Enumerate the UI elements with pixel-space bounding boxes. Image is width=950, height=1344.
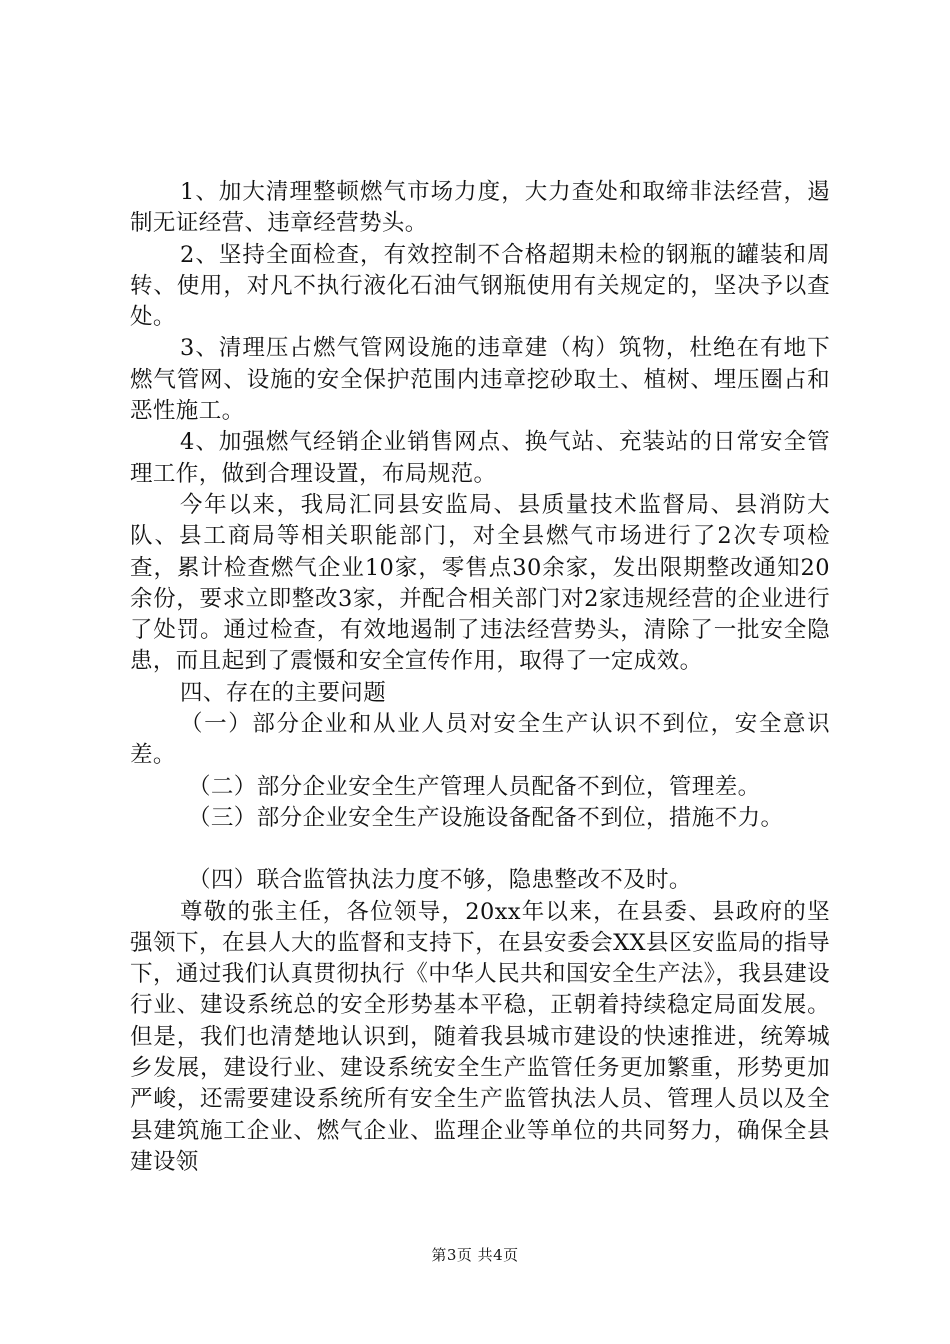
problem-item-3: （三）部分企业安全生产设施设备配备不到位，措施不力。 [188, 804, 784, 831]
section-heading-problems: 四、存在的主要问题 [180, 679, 387, 706]
problem-item-2: （二）部分企业安全生产管理人员配备不到位，管理差。 [188, 773, 761, 800]
paragraph-item-4: 4、加强燃气经销企业销售网点、换气站、充装站的日常安全管理工作，做到合理设置，布局规范。 [130, 429, 830, 487]
paragraph-item-3: 3、清理压占燃气管网设施的违章建（构）筑物，杜绝在有地下燃气管网、设施的安全保护范围内违章挖砂取土、植树、埋压圈占和恶性施工。 [130, 335, 830, 425]
problem-item-1: （一）部分企业和从业人员对安全生产认识不到位，安全意识差。 [130, 711, 830, 769]
problem-item-4: （四）联合监管执法力度不够，隐患整改不及时。 [188, 867, 692, 894]
document-body [130, 177, 830, 1178]
paragraph-inspection-summary: 今年以来，我局汇同县安监局、县质量技术监督局、县消防大队、县工商局等相关职能部门，对全县燃气市场进行了2次专项检查，累计检查燃气企业10家，零售点30余家，发出限期整改通知20余份，要求立即整改3家，并配合相关部门对2家违规经营的企业进行了处罚。通过检查，有效地遏制了违法经营势头，清除了一批安全隐患，而且起到了震慑和安全宣传作用，取得了一定成效。 [130, 491, 830, 675]
page-number-footer: 第3页 共4页 [431, 1246, 519, 1264]
paragraph-item-1: 1、加大清理整顿燃气市场力度，大力查处和取缔非法经营，遏制无证经营、违章经营势头。 [130, 179, 830, 237]
paragraph-item-2: 2、坚持全面检查，有效控制不合格超期未检的钢瓶的罐装和周转、使用，对凡不执行液化石油气钢瓶使用有关规定的，坚决予以查处。 [130, 241, 830, 331]
paragraph-speech-opening: 尊敬的张主任，各位领导，20xx年以来，在县委、县政府的坚强领下，在县人大的监督和支持下，在县安委会XX县区安监局的指导下，通过我们认真贯彻执行《中华人民共和国安全生产法》，我县建设行业、建设系统总的安全形势基本平稳，正朝着持续稳定局面发展。但是，我们也清楚地认识到，随着我县城市建设的快速推进，统筹城乡发展，建设行业、建设系统安全生产监管任务更加繁重，形势更加严峻，还需要建设系统所有安全生产监管执法人员、管理人员以及全县建筑施工企业、燃气企业、监理企业等单位的共同努力，确保全县建设领 [130, 898, 830, 1175]
